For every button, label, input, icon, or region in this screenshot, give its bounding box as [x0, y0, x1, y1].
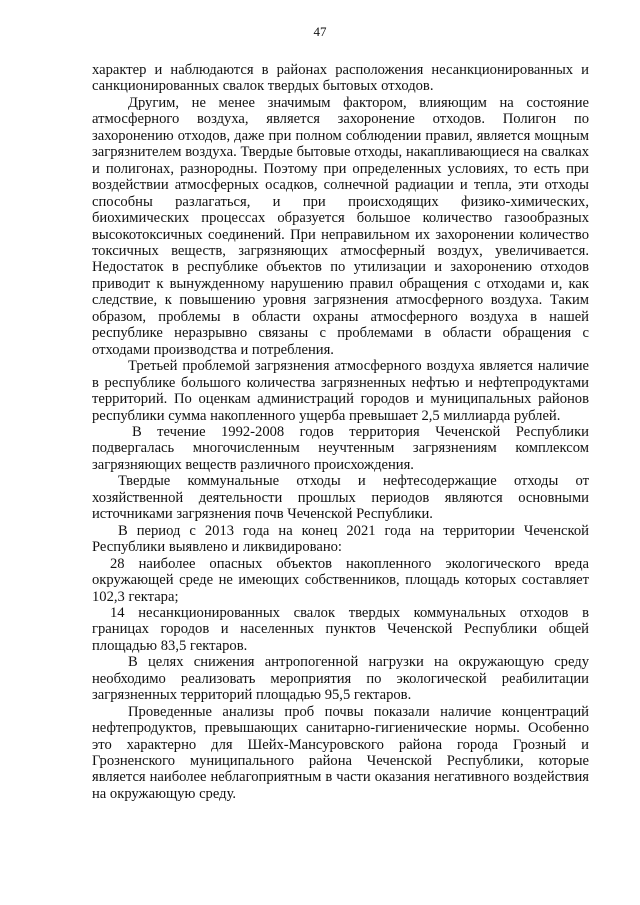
- paragraph-hazardous-objects: 28 наиболее опасных объектов накопленного экологического вреда окружающей среде не имеющих собственников, площадь которых составляет 102,3 гектара;: [92, 555, 589, 605]
- page-number: 47: [313, 24, 327, 39]
- paragraph-historical-pollution: В течение 1992-2008 годов территория Чеченской Республики подвергалась многочисленным неучтенным загрязнениям комплексом загрязняющих веществ различного происхождения.: [92, 423, 589, 473]
- paragraph-soil-pollution-sources: Твердые коммунальные отходы и нефтесодержащие отходы от хозяйственной деятельности прошлых периодов являются основными источниками загрязнения почв Чеченской Республики.: [92, 473, 589, 523]
- paragraph-soil-analysis: Проведенные анализы проб почвы показали наличие концентраций нефтепродуктов, превышающих санитарно-гигиенические нормы. Особенно это характерно для Шейх-Мансуровского района города Грозный и Грозненского муниципального района Чеченской Республики, которые является наиболее неблагоприятным в части оказания негативного воздействия на окружающую среду.: [92, 703, 589, 802]
- paragraph-continuation: характер и наблюдаются в районах расположения несанкционированных и санкционированных свалок твердых бытовых отходов.: [92, 62, 589, 95]
- paragraph-rehabilitation: В целях снижения антропогенной нагрузки на окружающую среду необходимо реализовать мероприятия по экологической реабилитации загрязненных территорий площадью 95,5 гектаров.: [92, 654, 589, 704]
- document-body: [92, 62, 589, 802]
- paragraph-liquidation-period: В период с 2013 года на конец 2021 года на территории Чеченской Республики выявлено и ликвидировано:: [92, 522, 589, 556]
- paragraph-unauthorized-dumps: 14 несанкционированных свалок твердых коммунальных отходов в границах городов и населенных пунктов Чеченской Республики общей площадью 83,5 гектаров.: [92, 604, 589, 654]
- paragraph-waste-burial: Другим, не менее значимым фактором, влияющим на состояние атмосферного воздуха, является захоронение отходов. Полигон по захоронению отходов, даже при полном соблюдении правил, является мощным загрязнителем воздуха. Твердые бытовые отходы, накапливающиеся на свалках и полигонах, разнородны. Поэтому при определенных условиях, то есть при воздействии атмосферных осадков, солнечной радиации и тепла, эти отходы способны разлагаться, и при происходящих физико-химических, биохимических процессах образуется большое количество газообразных высокотоксичных соединений. При неправильном их захоронении количество токсичных веществ, загрязняющих атмосферный воздух, увеличивается. Недостаток в республике объектов по утилизации и захоронению отходов приводит к вынужденному нарушению правил обращения с отходами и, как следствие, к повышению уровня загрязнения атмосферного воздуха. Таким образом, проблемы в области охраны атмосферного воздуха в нашей республике неразрывно связаны с проблемами в области обращения с отходами производства и потребления.: [92, 94, 589, 358]
- paragraph-oil-contamination: Третьей проблемой загрязнения атмосферного воздуха является наличие в республике большого количества загрязненных нефтью и нефтепродуктами территорий. По оценкам администраций городов и муниципальных районов республики сумма накопленного ущерба превышает 2,5 миллиарда рублей.: [92, 358, 589, 424]
